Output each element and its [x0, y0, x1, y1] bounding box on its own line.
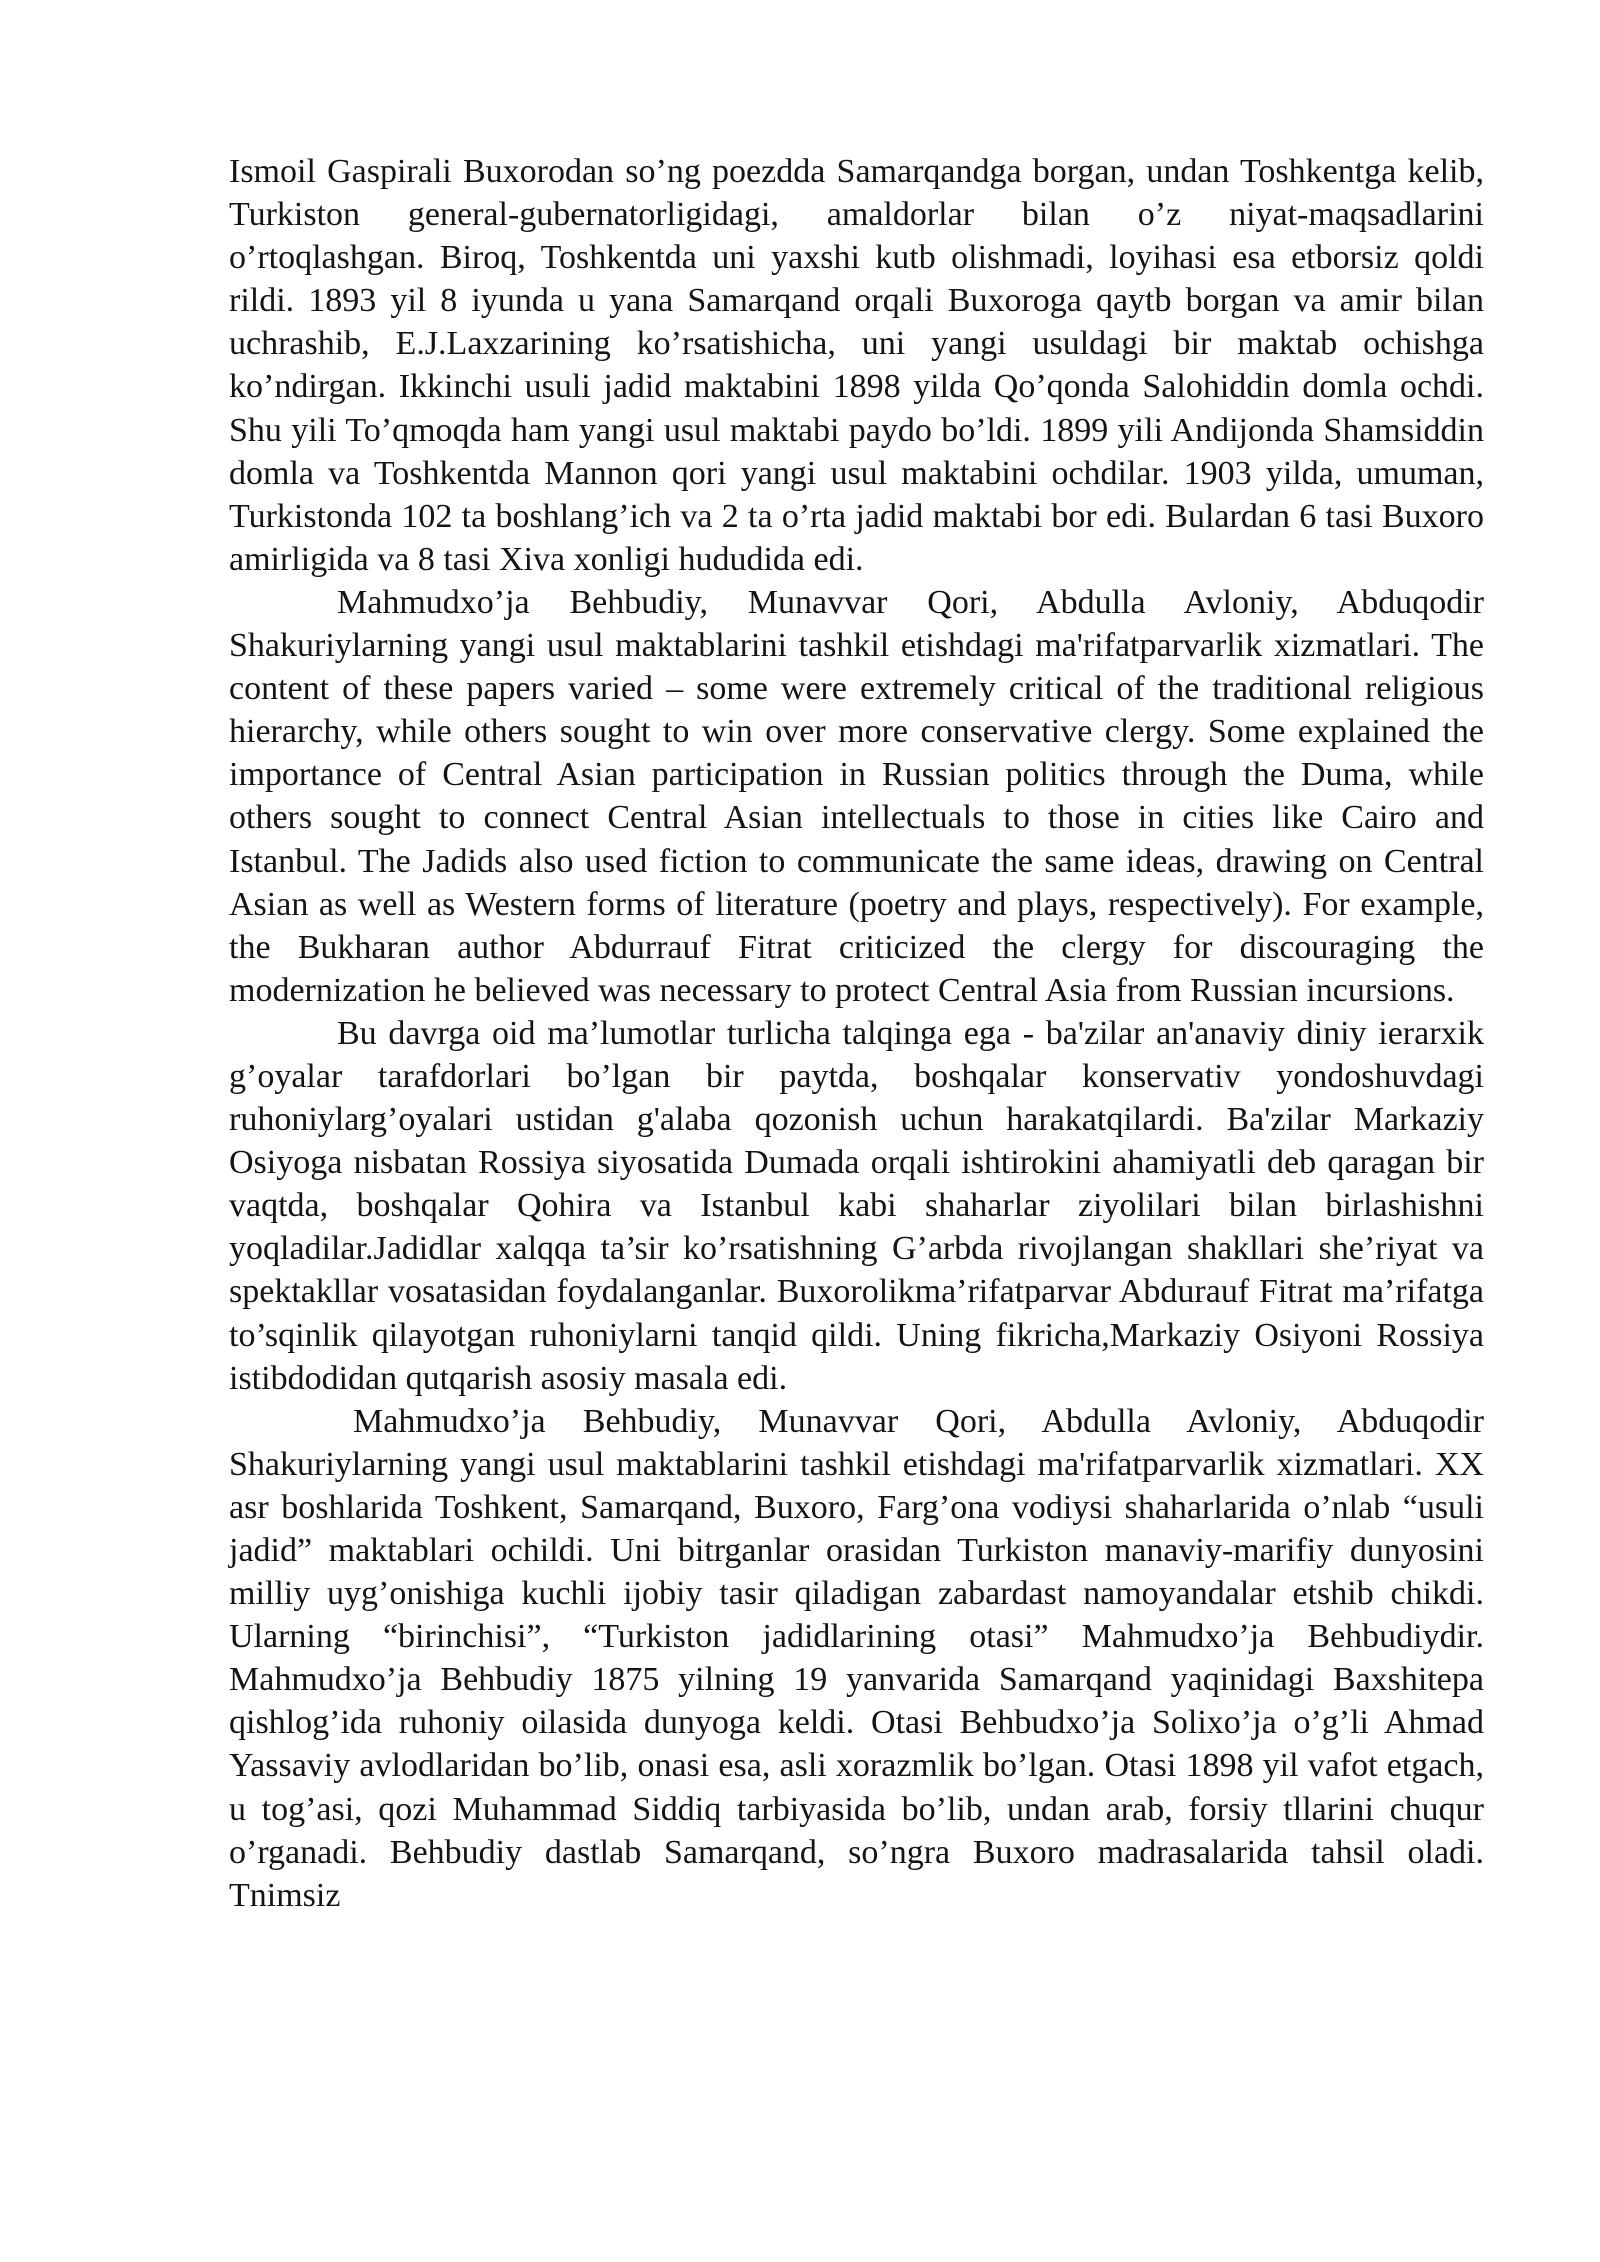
- paragraph-behbudiy: Mahmudxo’ja Behbudiy, Munavvar Qori, Abdulla Avloniy, Abduqodir Shakuriylarning yangi usul maktablarini tashkil etishdagi ma'rifatparvarlik xizmatlari. XX asr boshlarida Toshkent, Samarqand, Buxoro, Farg’ona vodiysi shaharlarida o’nlab “usuli jadid” maktablari ochildi. Uni bitrganlar orasidan Turkiston manaviy-marifiy dunyosini milliy uyg’onishiga kuchli ijobiy tasir qiladigan zabardast namoyandalar etshib chikdi. Ularning “birinchisi”, “Turkiston jadidlarining otasi” Mahmudxo’ja Behbudiydir. Mahmudxo’ja Behbudiy 1875 yilning 19 yanvarida Samarqand yaqinidagi Baxshitepa qishlog’ida ruhoniy oilasida dunyoga keldi. Otasi Behbudxo’ja Solixo’ja o’g’li Ahmad Yassaviy avlodlaridan bo’lib, onasi esa, asli xorazmlik bo’lgan. Otasi 1898 yil vafot etgach, u tog’asi, qozi Muhammad Siddiq tarbiyasida bo’lib, undan arab, forsiy tllarini chuqur o’rganadi. Behbudiy dastlab Samarqand, so’ngra Buxoro madrasalarida tahsil oladi. Tnimsiz: [229, 1402, 1484, 1914]
- paragraph-jadid-papers-uzbek: Bu davrga oid ma’lumotlar turlicha talqinga ega - ba'zilar an'anaviy diniy ierarxik g’oyalar tarafdorlari bo’lgan bir paytda, boshqalar konservativ yondoshuvdagi ruhoniylarg’oyalari ustidan g'alaba qozonish uchun harakatqilardi. Ba'zilar Markaziy Osiyoga nisbatan Rossiya siyosatida Dumada orqali ishtirokini ahamiyatli deb qaragan bir vaqtda, boshqalar Qohira va Istanbul kabi shaharlar ziyolilari bilan birlashishni yoqladilar.Jadidlar xalqqa ta’sir ko’rsatishning G’arbda rivojlangan shakllari she’riyat va spektakllar vosatasidan foydalanganlar. Buxorolikma’rifatparvar Abdurauf Fitrat ma’rifatga to’sqinlik qilayotgan ruhoniylarni tanqid qildi. Uning fikricha,Markaziy Osiyoni Rossiya istibdodidan qutqarish asosiy masala edi.: [229, 1014, 1484, 1397]
- document-page: [229, 150, 1484, 1917]
- paragraph-jadid-papers-english: Mahmudxo’ja Behbudiy, Munavvar Qori, Abdulla Avloniy, Abduqodir Shakuriylarning yangi usul maktablarini tashkil etishdagi ma'rifatparvarlik xizmatlari. The content of these papers varied – some were extremely critical of the traditional religious hierarchy, while others sought to win over more conservative clergy. Some explained the importance of Central Asian participation in Russian politics through the Duma, while others sought to connect Central Asian intellectuals to those in cities like Cairo and Istanbul. The Jadids also used fiction to communicate the same ideas, drawing on Central Asian as well as Western forms of literature (poetry and plays, respectively). For example, the Bukharan author Abdurrauf Fitrat criticized the clergy for discouraging the modernization he believed was necessary to protect Central Asia from Russian incursions.: [229, 583, 1484, 1009]
- paragraph-gaspirali: Ismoil Gaspirali Buxorodan so’ng poezdda Samarqandga borgan, undan Toshkentga kelib, Turkiston general-gubernatorligidagi, amaldorlar bilan o’z niyat-maqsadlarini o’rtoqlashgan. Biroq, Toshkentda uni yaxshi kutb olishmadi, loyihasi esa etborsiz qoldi rildi. 1893 yil 8 iyunda u yana Samarqand orqali Buxoroga qaytb borgan va amir bilan uchrashib, E.J.Laxzarining ko’rsatishicha, uni yangi usuldagi bir maktab ochishga ko’ndirgan. Ikkinchi usuli jadid maktabini 1898 yilda Qo’qonda Salohiddin domla ochdi. Shu yili To’qmoqda ham yangi usul maktabi paydo bo’ldi. 1899 yili Andijonda Shamsiddin domla va Toshkentda Mannon qori yangi usul maktabini ochdilar. 1903 yilda, umuman, Turkistonda 102 ta boshlang’ich va 2 ta o’rta jadid maktabi bor edi. Bulardan 6 tasi Buxoro amirligida va 8 tasi Xiva xonligi hududida edi.: [229, 153, 1484, 578]
